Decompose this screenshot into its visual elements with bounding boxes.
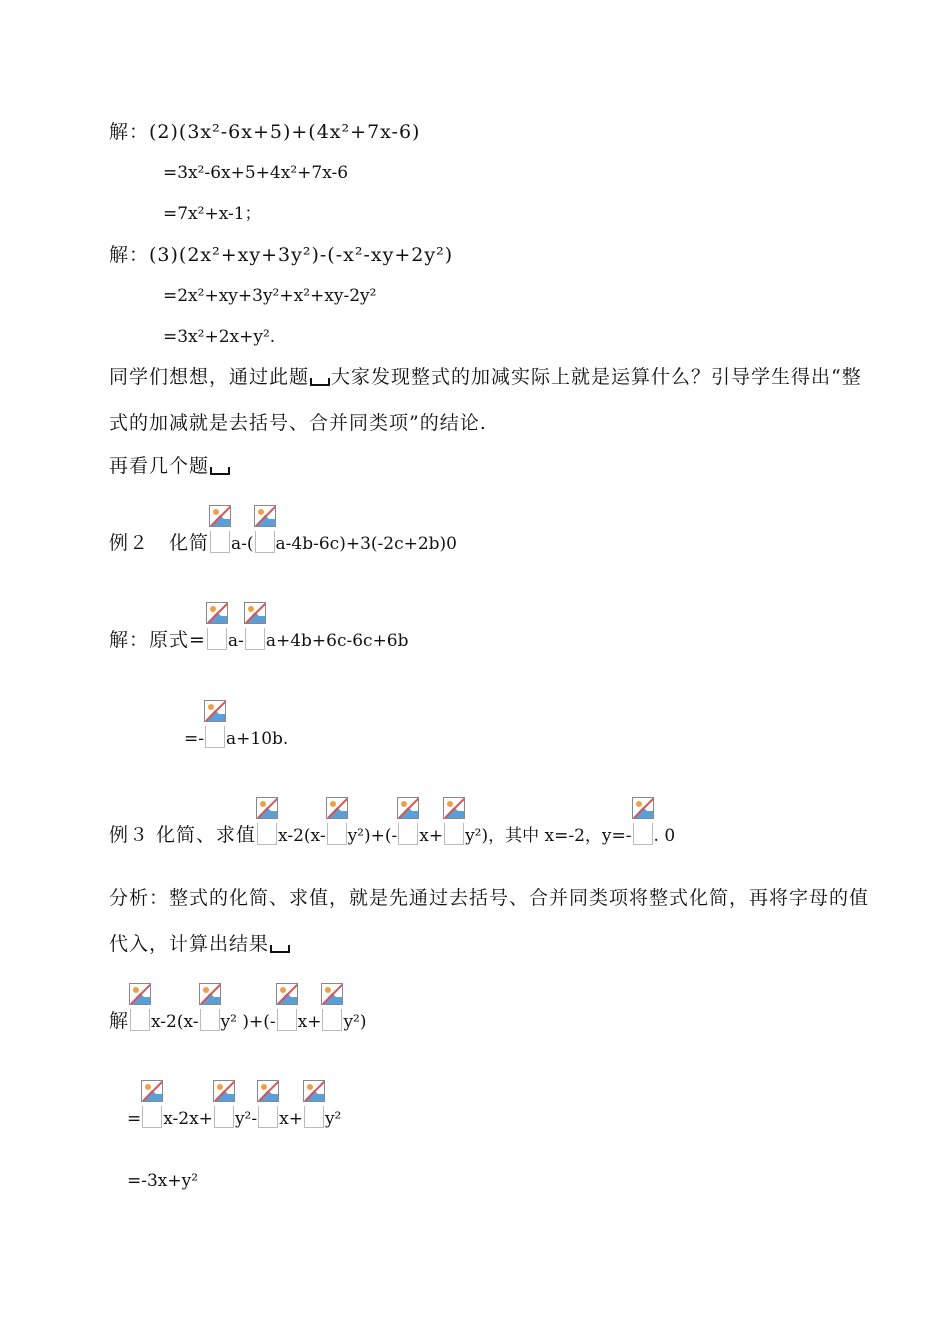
broken-image-icon <box>245 628 265 650</box>
broken-image-icon <box>277 1009 297 1031</box>
example3-solution-line1: 解 x-2(x- y² )+(- x+ y²) <box>109 1009 367 1033</box>
solution2-line1: 解：(2)(3x²-6x+5)+(4x²+7x-6) <box>109 121 421 143</box>
broken-image-icon <box>327 823 347 845</box>
broken-image-icon <box>322 1009 342 1031</box>
paragraph2: 再看几个题 <box>109 455 231 477</box>
broken-image-icon <box>444 823 464 845</box>
analysis-line1: 分析：整式的化简、求值，就是先通过去括号、合并同类项将整式化简，再将字母的值 <box>109 887 870 909</box>
broken-image-icon <box>142 1106 162 1128</box>
example3-solution-line3: =-3x+y² <box>127 1171 199 1191</box>
placeholder-mark-icon <box>210 467 230 475</box>
broken-image-icon <box>210 531 230 553</box>
example2-solution: 解：原式= a- a+4b+6c-6c+6b <box>109 628 409 652</box>
broken-image-icon <box>207 628 227 650</box>
solution2-line2: =3x²-6x+5+4x²+7x-6 <box>163 163 349 183</box>
solution3-line3: =3x²+2x+y². <box>163 327 276 347</box>
broken-image-icon <box>304 1106 324 1128</box>
solution3-line1: 解：(3)(2x²+xy+3y²)-(-x²-xy+2y²) <box>109 244 454 266</box>
broken-image-icon <box>130 1009 150 1031</box>
analysis-line2: 代入，计算出结果 <box>109 933 291 955</box>
example2-result: =- a+10b. <box>184 726 288 750</box>
broken-image-icon <box>205 726 225 748</box>
broken-image-icon <box>255 531 275 553</box>
broken-image-icon <box>200 1009 220 1031</box>
broken-image-icon <box>398 823 418 845</box>
broken-image-icon <box>633 823 653 845</box>
broken-image-icon <box>258 1106 278 1128</box>
paragraph1-line2: 式的加减就是去括号、合并同类项”的结论. <box>109 412 487 434</box>
solution3-line2: =2x²+xy+3y²+x²+xy-2y² <box>163 286 377 306</box>
broken-image-icon <box>214 1106 234 1128</box>
placeholder-mark-icon <box>270 945 290 953</box>
placeholder-mark-icon <box>310 378 330 386</box>
example3-problem: 例３ 化简、求值 x-2(x- y²)+(- x+ y²)，其中 x=-2，y=- . 0 <box>109 823 675 847</box>
broken-image-icon <box>257 823 277 845</box>
example3-solution-line2: = x-2x+ y²- x+ y² <box>127 1106 341 1130</box>
example2-problem: 例２ 化简 a-( a-4b-6c)+3(-2c+2b)0 <box>109 531 457 555</box>
solution2-line3: =7x²+x-1； <box>163 204 262 224</box>
paragraph1-line1: 同学们想想，通过此题 大家发现整式的加减实际上就是运算什么？引导学生得出“整 <box>109 366 862 388</box>
